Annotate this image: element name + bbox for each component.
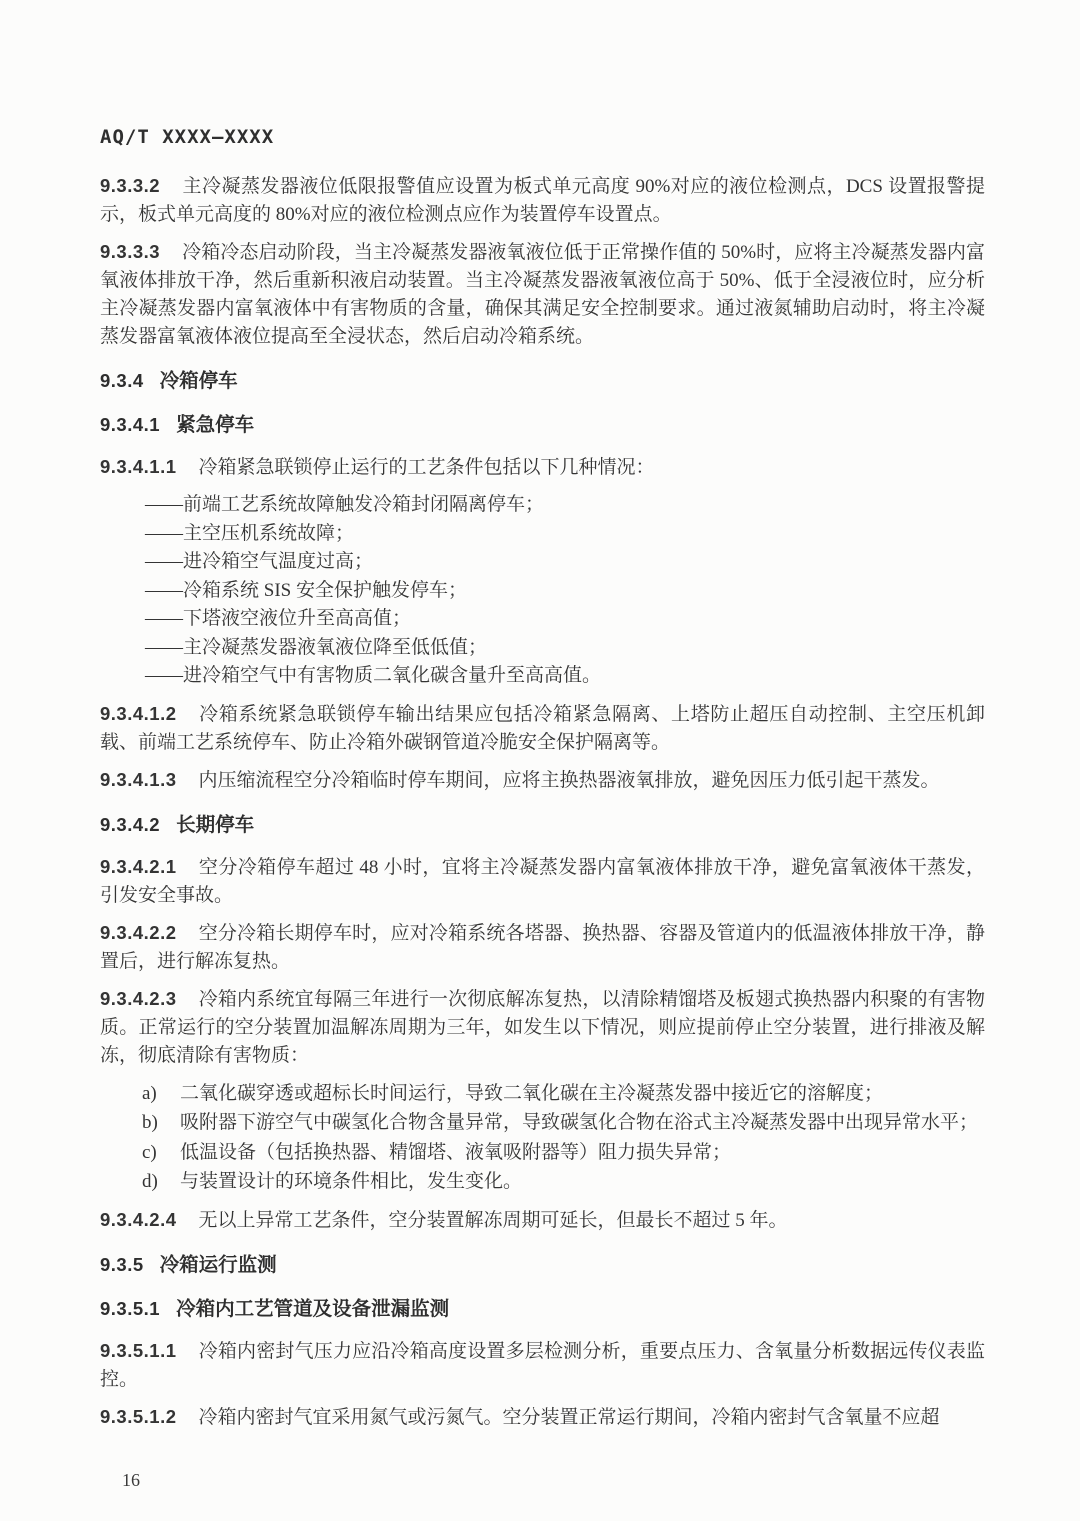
list-item-label: c) — [142, 1141, 157, 1163]
list-item — [100, 1138, 985, 1168]
clause-number: 9.3.4.2.1 — [100, 855, 177, 877]
list-item: ——主冷凝蒸发器液氧液位降至低低值； — [145, 636, 488, 658]
clause-9-3-4-1-heading — [100, 411, 985, 439]
clause-text: 内压缩流程空分冷箱临时停车期间，应将主换热器液氧排放，避免因压力低引起干蒸发。 — [198, 769, 940, 791]
clause-9-3-4-1-1-paragraph — [100, 453, 985, 482]
list-item-text: 吸附器下游空气中碳氢化合物含量异常，导致碳氢化合物在浴式主冷凝蒸发器中出现异常水平； — [180, 1112, 979, 1133]
list-item-text: 低温设备（包括换热器、精馏塔、液氧吸附器等）阻力损失异常； — [180, 1141, 732, 1163]
clause-number: 9.3.3.3 — [100, 241, 161, 262]
clause-9-3-4-1-3-paragraph — [100, 766, 985, 795]
clause-9-3-5-1-1-paragraph — [100, 1337, 985, 1394]
list-item — [100, 1167, 985, 1197]
list-item-text: 二氧化碳穿透或超标长时间运行，导致二氧化碳在主冷凝蒸发器中接近它的溶解度； — [180, 1082, 884, 1104]
page-number: 16 — [122, 1469, 140, 1490]
clause-text: 空分冷箱长期停车时，应对冷箱系统各塔器、换热器、容器及管道内的低温液体排放干净，静置后，进行解冻复热。 — [100, 922, 985, 972]
clause-text: 冷箱内系统宜每隔三年进行一次彻底解冻复热，以清除精馏塔及板翅式换热器内积聚的有害物质。正常运行的空分装置加温解冻周期为三年，如发生以下情况，则应提前停止空分装置，进行排液及解冻，彻底清除有害物质： — [100, 988, 985, 1066]
heading-title: 紧急停车 — [176, 414, 255, 436]
page-footer — [100, 1470, 985, 1491]
clause-9-3-4-2-1-paragraph — [100, 853, 985, 910]
clause-text: 冷箱冷态启动阶段，当主冷凝蒸发器液氧液位低于正常操作值的 50%时，应将主冷凝蒸发器内富氧液体排放干净，然后重新积液启动装置。当主冷凝蒸发器液氧液位高于 50%、低于全浸液位时，应分析主冷凝蒸发器内富氧液体中有害物质的含量，确保其满足安全控制要求。通过液氮辅助启动时，将主冷凝蒸发器富氧液体液位提高至全浸状态，然后启动冷箱系统。 — [100, 242, 985, 347]
list-item-label: d) — [142, 1171, 158, 1192]
clause-number: 9.3.4.1.1 — [100, 456, 177, 477]
emergency-condition-list — [100, 491, 985, 691]
list-item-label: a) — [142, 1082, 157, 1104]
clause-9-3-5-1-heading — [100, 1295, 985, 1323]
heading-title: 冷箱内工艺管道及设备泄漏监测 — [176, 1297, 450, 1320]
clause-number: 9.3.4.1.3 — [100, 768, 177, 790]
clause-9-3-4-2-4-paragraph — [100, 1206, 985, 1235]
list-item: ——前端工艺系统故障触发冷箱封闭隔离停车； — [145, 494, 545, 515]
clause-9-3-4-2-3-paragraph — [100, 985, 985, 1070]
clause-number: 9.3.4.2.2 — [100, 921, 177, 943]
clause-9-3-3-3-paragraph — [100, 238, 985, 351]
clause-9-3-5-1-2-paragraph — [100, 1403, 985, 1432]
clause-text: 冷箱系统紧急联锁停车输出结果应包括冷箱紧急隔离、上塔防止超压自动控制、主空压机卸载、前端工艺系统停车、防止冷箱外碳钢管道冷脆安全保护隔离等。 — [100, 703, 985, 753]
clause-number: 9.3.4.2 — [100, 813, 161, 835]
clause-number: 9.3.4.1.2 — [100, 702, 177, 724]
clause-9-3-5-heading — [100, 1251, 985, 1279]
clause-number: 9.3.5.1.2 — [100, 1405, 177, 1427]
heading-title: 冷箱运行监测 — [159, 1253, 277, 1276]
list-item: ——冷箱系统 SIS 安全保护触发停车； — [145, 579, 467, 601]
list-item-label: b) — [142, 1112, 158, 1133]
clause-number: 9.3.5.1.1 — [100, 1339, 177, 1361]
list-item — [100, 1108, 985, 1138]
clause-text: 主冷凝蒸发器液位低限报警值应设置为板式单元高度 90%对应的液位检测点，DCS 设置报警提示，板式单元高度的 80%对应的液位检测点应作为装置停车设置点。 — [100, 176, 985, 225]
list-item — [100, 1079, 985, 1109]
clause-text: 冷箱内密封气压力应沿冷箱高度设置多层检测分析，重要点压力、含氧量分析数据远传仪表监控。 — [100, 1340, 985, 1390]
clause-number: 9.3.4 — [100, 370, 144, 391]
thaw-trigger-list — [100, 1079, 985, 1197]
list-item-text: 与装置设计的环境条件相比，发生变化。 — [180, 1171, 523, 1192]
list-item: ——主空压机系统故障； — [145, 522, 355, 544]
clause-number: 9.3.4.2.4 — [100, 1208, 177, 1230]
clause-text: 冷箱内密封气宜采用氮气或污氮气。空分装置正常运行期间，冷箱内密封气含氧量不应超 — [198, 1406, 940, 1428]
doc-code-header: AQ/T XXXX—XXXX — [100, 126, 275, 148]
clause-number: 9.3.5 — [100, 1253, 144, 1275]
clause-9-3-4-2-2-paragraph — [100, 919, 985, 976]
clause-9-3-4-2-heading — [100, 811, 985, 839]
clause-text: 无以上异常工艺条件，空分装置解冻周期可延长，但最长不超过 5 年。 — [198, 1209, 788, 1231]
clause-9-3-4-heading — [100, 367, 985, 395]
heading-title: 冷箱停车 — [159, 370, 238, 392]
list-item: ——下塔液空液位升至高高值； — [145, 608, 412, 629]
clause-9-3-3-2-paragraph — [100, 172, 985, 229]
clause-number: 9.3.4.1 — [100, 414, 161, 435]
clause-number: 9.3.5.1 — [100, 1297, 161, 1319]
clause-text: 冷箱紧急联锁停止运行的工艺条件包括以下几种情况： — [198, 457, 655, 478]
clause-number: 9.3.4.2.3 — [100, 987, 177, 1009]
clause-text: 空分冷箱停车超过 48 小时，宜将主冷凝蒸发器内富氧液体排放干净，避免富氧液体干蒸发，引发安全事故。 — [100, 856, 985, 906]
list-item: ——进冷箱空气温度过高； — [145, 551, 374, 572]
heading-title: 长期停车 — [176, 813, 255, 836]
clause-9-3-4-1-2-paragraph — [100, 700, 985, 757]
list-item: ——进冷箱空气中有害物质二氧化碳含量升至高高值。 — [145, 665, 602, 686]
clause-number: 9.3.3.2 — [100, 175, 161, 196]
